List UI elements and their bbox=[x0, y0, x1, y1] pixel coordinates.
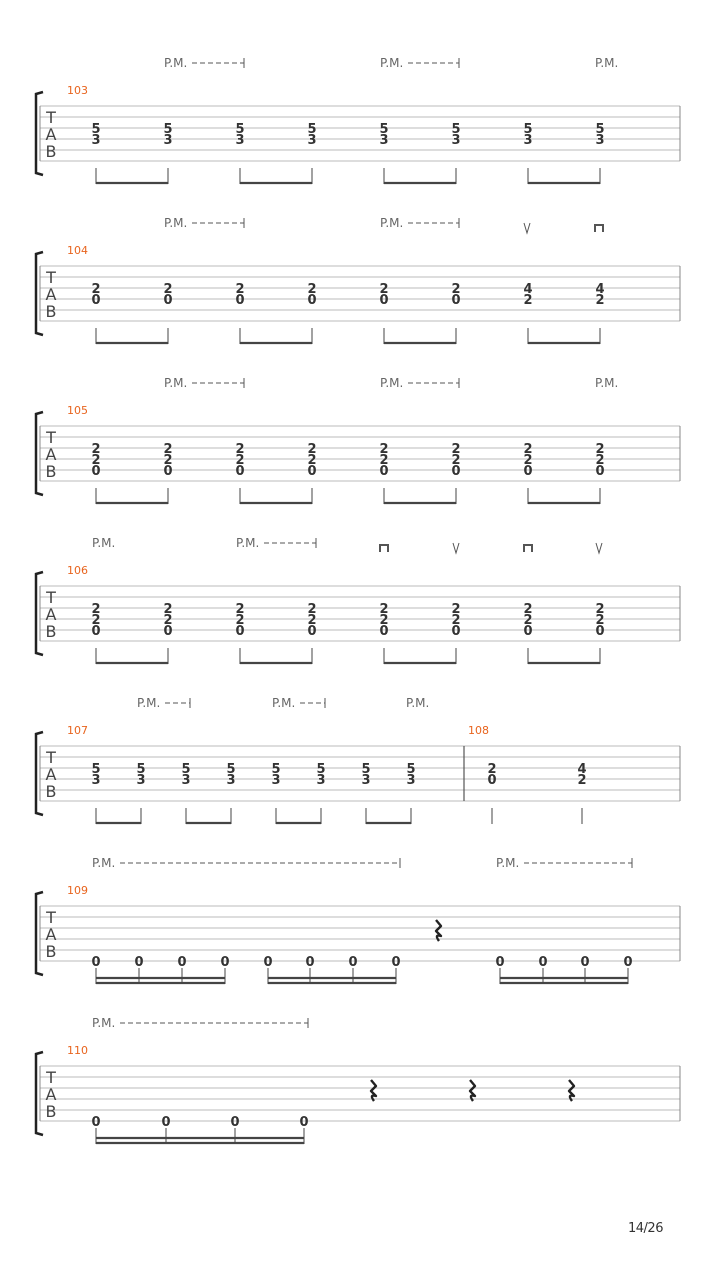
measure-number: 106 bbox=[67, 564, 88, 577]
fret-number: 2 bbox=[523, 453, 533, 468]
fret-number: 0 bbox=[523, 464, 533, 479]
fret-number: 0 bbox=[299, 1115, 309, 1130]
fret-number: 0 bbox=[379, 464, 389, 479]
palm-mute-label: P.M. bbox=[406, 696, 430, 710]
fret-number: 3 bbox=[451, 133, 461, 148]
palm-mute-label: P.M. bbox=[92, 1016, 116, 1030]
fret-number: 2 bbox=[595, 293, 605, 308]
tab-clef-letter: A bbox=[45, 605, 57, 624]
fret-number: 2 bbox=[595, 442, 605, 457]
measure-number: 108 bbox=[468, 724, 489, 737]
fret-number: 0 bbox=[163, 293, 173, 308]
tab-clef-letter: A bbox=[45, 445, 57, 464]
fret-number: 2 bbox=[235, 602, 245, 617]
palm-mute-label: P.M. bbox=[236, 536, 260, 550]
fret-number: 5 bbox=[595, 122, 605, 137]
measure-number: 110 bbox=[67, 1044, 88, 1057]
fret-number: 0 bbox=[307, 624, 317, 639]
tab-clef-letter: A bbox=[45, 1085, 57, 1104]
fret-number: 0 bbox=[163, 624, 173, 639]
fret-number: 0 bbox=[134, 955, 144, 970]
fret-number: 3 bbox=[235, 133, 245, 148]
fret-number: 3 bbox=[523, 133, 533, 148]
fret-number: 2 bbox=[307, 282, 317, 297]
fret-number: 2 bbox=[163, 442, 173, 457]
fret-number: 2 bbox=[379, 602, 389, 617]
fret-number: 2 bbox=[595, 453, 605, 468]
fret-number: 2 bbox=[307, 442, 317, 457]
fret-number: 0 bbox=[348, 955, 358, 970]
fret-number: 0 bbox=[623, 955, 633, 970]
palm-mute-label: P.M. bbox=[164, 56, 188, 70]
fret-number: 2 bbox=[451, 613, 461, 628]
tab-clef-letter: B bbox=[45, 622, 57, 641]
fret-number: 3 bbox=[406, 773, 416, 788]
fret-number: 2 bbox=[523, 613, 533, 628]
downstroke-icon bbox=[595, 225, 603, 232]
fret-number: 0 bbox=[451, 624, 461, 639]
palm-mute-label: P.M. bbox=[272, 696, 296, 710]
fret-number: 5 bbox=[235, 122, 245, 137]
fret-number: 2 bbox=[307, 453, 317, 468]
fret-number: 3 bbox=[181, 773, 191, 788]
measure-number: 105 bbox=[67, 404, 88, 417]
palm-mute-label: P.M. bbox=[496, 856, 520, 870]
fret-number: 4 bbox=[523, 282, 533, 297]
downstroke-icon bbox=[524, 545, 532, 552]
fret-number: 0 bbox=[580, 955, 590, 970]
fret-number: 2 bbox=[595, 602, 605, 617]
fret-number: 5 bbox=[91, 122, 101, 137]
upstroke-icon bbox=[596, 543, 602, 553]
fret-number: 0 bbox=[307, 293, 317, 308]
fret-number: 2 bbox=[91, 282, 101, 297]
fret-number: 0 bbox=[230, 1115, 240, 1130]
fret-number: 5 bbox=[523, 122, 533, 137]
page-number: 14/26 bbox=[628, 1221, 663, 1236]
tab-clef-letter: T bbox=[46, 908, 56, 927]
fret-number: 2 bbox=[235, 613, 245, 628]
fret-number: 0 bbox=[163, 464, 173, 479]
fret-number: 2 bbox=[379, 613, 389, 628]
tab-clef-letter: B bbox=[45, 782, 57, 801]
fret-number: 0 bbox=[263, 955, 273, 970]
fret-number: 5 bbox=[136, 762, 146, 777]
palm-mute-label: P.M. bbox=[380, 56, 404, 70]
palm-mute-label: P.M. bbox=[92, 536, 116, 550]
tab-clef-letter: T bbox=[46, 748, 56, 767]
fret-number: 5 bbox=[379, 122, 389, 137]
fret-number: 0 bbox=[91, 464, 101, 479]
fret-number: 5 bbox=[307, 122, 317, 137]
tab-clef-letter: T bbox=[46, 588, 56, 607]
fret-number: 3 bbox=[163, 133, 173, 148]
fret-number: 0 bbox=[451, 464, 461, 479]
measure-number: 103 bbox=[67, 84, 88, 97]
fret-number: 3 bbox=[307, 133, 317, 148]
fret-number: 0 bbox=[177, 955, 187, 970]
fret-number: 2 bbox=[163, 602, 173, 617]
fret-number: 2 bbox=[91, 453, 101, 468]
fret-number: 0 bbox=[595, 624, 605, 639]
fret-number: 5 bbox=[316, 762, 326, 777]
fret-number: 5 bbox=[361, 762, 371, 777]
palm-mute-label: P.M. bbox=[595, 56, 619, 70]
fret-number: 0 bbox=[595, 464, 605, 479]
upstroke-icon bbox=[453, 543, 459, 553]
fret-number: 0 bbox=[91, 293, 101, 308]
fret-number: 5 bbox=[91, 762, 101, 777]
fret-number: 0 bbox=[91, 1115, 101, 1130]
palm-mute-label: P.M. bbox=[137, 696, 161, 710]
fret-number: 0 bbox=[495, 955, 505, 970]
fret-number: 2 bbox=[595, 613, 605, 628]
fret-number: 3 bbox=[595, 133, 605, 148]
fret-number: 4 bbox=[577, 762, 587, 777]
fret-number: 5 bbox=[406, 762, 416, 777]
fret-number: 5 bbox=[226, 762, 236, 777]
fret-number: 0 bbox=[91, 624, 101, 639]
fret-number: 2 bbox=[91, 602, 101, 617]
fret-number: 2 bbox=[379, 442, 389, 457]
fret-number: 3 bbox=[379, 133, 389, 148]
fret-number: 2 bbox=[523, 293, 533, 308]
tab-clef-letter: B bbox=[45, 142, 57, 161]
fret-number: 0 bbox=[379, 293, 389, 308]
fret-number: 4 bbox=[595, 282, 605, 297]
fret-number: 2 bbox=[379, 282, 389, 297]
tab-clef-letter: T bbox=[46, 428, 56, 447]
palm-mute-label: P.M. bbox=[164, 216, 188, 230]
palm-mute-label: P.M. bbox=[380, 216, 404, 230]
fret-number: 0 bbox=[391, 955, 401, 970]
fret-number: 2 bbox=[235, 282, 245, 297]
fret-number: 0 bbox=[487, 773, 497, 788]
fret-number: 2 bbox=[163, 282, 173, 297]
fret-number: 2 bbox=[523, 442, 533, 457]
fret-number: 5 bbox=[163, 122, 173, 137]
tab-clef-letter: B bbox=[45, 462, 57, 481]
fret-number: 2 bbox=[235, 442, 245, 457]
tab-clef-letter: T bbox=[46, 108, 56, 127]
fret-number: 2 bbox=[451, 453, 461, 468]
fret-number: 0 bbox=[161, 1115, 171, 1130]
fret-number: 3 bbox=[91, 133, 101, 148]
tab-clef-letter: T bbox=[46, 1068, 56, 1087]
fret-number: 2 bbox=[451, 442, 461, 457]
fret-number: 0 bbox=[91, 955, 101, 970]
tab-clef-letter: A bbox=[45, 125, 57, 144]
fret-number: 2 bbox=[235, 453, 245, 468]
fret-number: 2 bbox=[379, 453, 389, 468]
fret-number: 0 bbox=[305, 955, 315, 970]
quarter-rest bbox=[371, 1080, 376, 1101]
tab-clef-letter: B bbox=[45, 942, 57, 961]
fret-number: 2 bbox=[451, 602, 461, 617]
tab-clef-letter: A bbox=[45, 765, 57, 784]
fret-number: 2 bbox=[163, 453, 173, 468]
fret-number: 2 bbox=[487, 762, 497, 777]
fret-number: 2 bbox=[307, 602, 317, 617]
measure-number: 107 bbox=[67, 724, 88, 737]
tab-clef-letter: B bbox=[45, 1102, 57, 1121]
fret-number: 2 bbox=[91, 613, 101, 628]
quarter-rest bbox=[470, 1080, 475, 1101]
fret-number: 0 bbox=[379, 624, 389, 639]
fret-number: 0 bbox=[307, 464, 317, 479]
fret-number: 2 bbox=[523, 602, 533, 617]
fret-number: 5 bbox=[181, 762, 191, 777]
fret-number: 5 bbox=[271, 762, 281, 777]
measure-number: 104 bbox=[67, 244, 88, 257]
fret-number: 3 bbox=[316, 773, 326, 788]
fret-number: 2 bbox=[91, 442, 101, 457]
downstroke-icon bbox=[380, 545, 388, 552]
tab-clef-letter: B bbox=[45, 302, 57, 321]
palm-mute-label: P.M. bbox=[164, 376, 188, 390]
fret-number: 0 bbox=[523, 624, 533, 639]
fret-number: 3 bbox=[91, 773, 101, 788]
fret-number: 2 bbox=[307, 613, 317, 628]
tab-clef-letter: T bbox=[46, 268, 56, 287]
tab-clef-letter: A bbox=[45, 925, 57, 944]
fret-number: 3 bbox=[361, 773, 371, 788]
fret-number: 2 bbox=[451, 282, 461, 297]
fret-number: 3 bbox=[226, 773, 236, 788]
upstroke-icon bbox=[524, 223, 530, 233]
fret-number: 0 bbox=[235, 624, 245, 639]
palm-mute-label: P.M. bbox=[92, 856, 116, 870]
fret-number: 0 bbox=[451, 293, 461, 308]
fret-number: 0 bbox=[220, 955, 230, 970]
quarter-rest bbox=[436, 920, 441, 941]
fret-number: 0 bbox=[235, 464, 245, 479]
fret-number: 0 bbox=[235, 293, 245, 308]
palm-mute-label: P.M. bbox=[595, 376, 619, 390]
fret-number: 2 bbox=[163, 613, 173, 628]
fret-number: 3 bbox=[271, 773, 281, 788]
fret-number: 3 bbox=[136, 773, 146, 788]
fret-number: 0 bbox=[538, 955, 548, 970]
tab-clef-letter: A bbox=[45, 285, 57, 304]
fret-number: 5 bbox=[451, 122, 461, 137]
measure-number: 109 bbox=[67, 884, 88, 897]
palm-mute-label: P.M. bbox=[380, 376, 404, 390]
quarter-rest bbox=[569, 1080, 574, 1101]
fret-number: 2 bbox=[577, 773, 587, 788]
